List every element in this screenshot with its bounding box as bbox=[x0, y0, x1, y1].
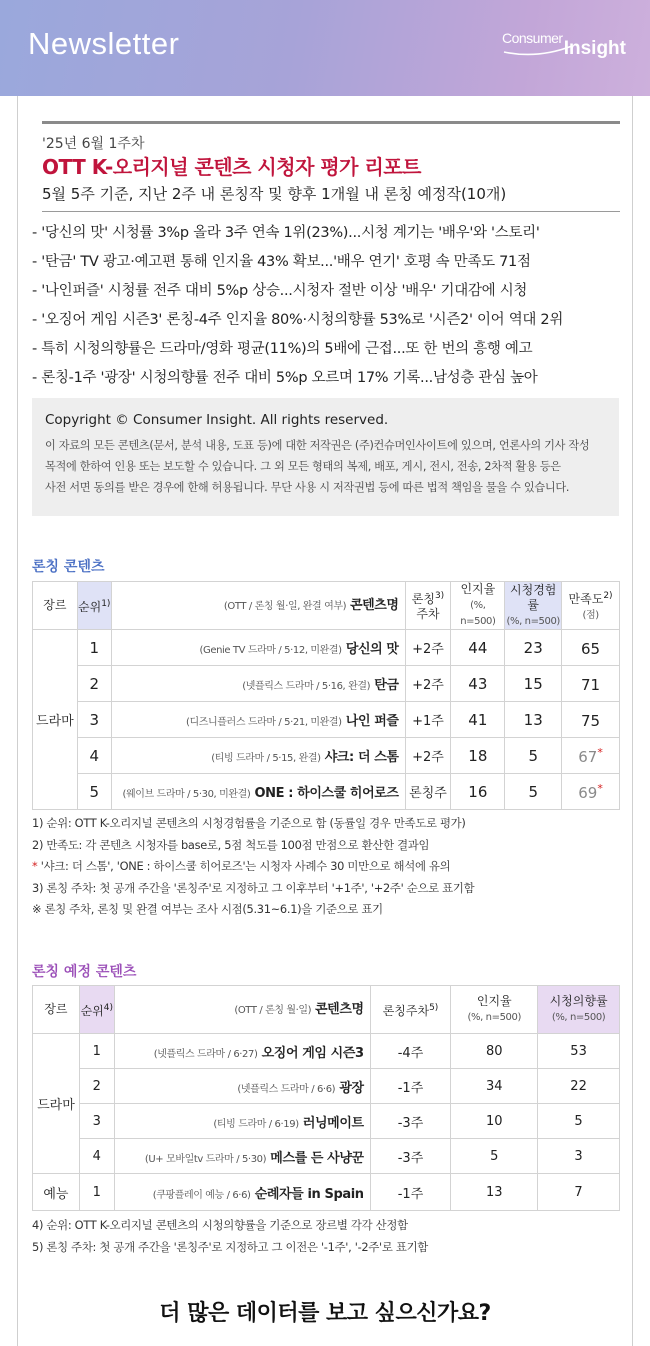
watch-intent-cell: 7 bbox=[538, 1174, 620, 1211]
summary-bullet: - '탄금' TV 광고·예고편 통해 인지율 43% 확보...'배우 연기' 호평 속 만족도 71점 bbox=[32, 254, 531, 270]
watch-intent-cell: 53 bbox=[538, 1034, 620, 1069]
week-cell: +2주 bbox=[405, 666, 451, 702]
upcoming-notes bbox=[32, 1217, 622, 1260]
col-watch-rate: 시청경험률 (%, n=500) bbox=[505, 582, 562, 630]
col-watch-intent: 시청의향률 (%, n=500) bbox=[538, 986, 620, 1034]
col-launch-week: 론칭주차$^{5)}$ bbox=[370, 986, 451, 1034]
footnote: 4) 순위: OTT K-오리지널 콘텐츠의 시청의향률을 기준으로 장르별 각각 산정함 bbox=[32, 1218, 408, 1232]
awareness-cell: 18 bbox=[451, 738, 505, 774]
col-content-name: (OTT / 론칭 월·일, 완결 여부) 콘텐츠명 bbox=[111, 582, 405, 630]
launched-table bbox=[32, 581, 620, 810]
satisfaction-cell: 75 bbox=[562, 702, 620, 738]
table-row bbox=[33, 1034, 620, 1069]
genre-cell: 예능 bbox=[33, 1174, 80, 1211]
logo-text-bottom: Insight bbox=[563, 38, 626, 59]
launched-section-title: 론칭 콘텐츠 bbox=[32, 559, 105, 575]
table-row bbox=[33, 666, 620, 702]
week-cell: -4주 bbox=[370, 1034, 451, 1069]
awareness-cell: 43 bbox=[451, 666, 505, 702]
content-name-cell: (티빙 드라마 / 6·19) 러닝메이트 bbox=[114, 1104, 370, 1139]
week-cell: -1주 bbox=[370, 1174, 451, 1211]
table-row bbox=[33, 774, 620, 810]
content-name-cell: (웨이브 드라마 / 5·30, 미완결) ONE : 하이스쿨 히어로즈 bbox=[111, 774, 405, 810]
copyright-box bbox=[32, 398, 619, 516]
report-subtitle: 5월 5주 기준, 지난 2주 내 론칭작 및 향후 1개월 내 론칭 예정작(10개) bbox=[42, 185, 507, 203]
genre-cell: 드라마 bbox=[33, 1034, 80, 1174]
rank-cell: 3 bbox=[79, 1104, 114, 1139]
watch-rate-cell: 15 bbox=[505, 666, 562, 702]
rank-cell: 5 bbox=[77, 774, 111, 810]
awareness-cell: 41 bbox=[451, 702, 505, 738]
week-cell: 론칭주 bbox=[405, 774, 451, 810]
col-content-name: (OTT / 론칭 월·일) 콘텐츠명 bbox=[114, 986, 370, 1034]
copyright-title: Copyright © Consumer Insight. All rights reserved. bbox=[45, 412, 389, 428]
table-row bbox=[33, 1104, 620, 1139]
newsletter-header bbox=[0, 0, 650, 96]
footnote: 2) 만족도: 각 콘텐츠 시청자를 base로, 5점 척도를 100점 만점으로 환산한 결과임 bbox=[32, 837, 430, 852]
footnote: 1) 순위: OTT K-오리지널 콘텐츠의 시청경험률을 기준으로 함 (동률일 경우 만족도로 평가) bbox=[32, 816, 466, 830]
rank-cell: 3 bbox=[77, 702, 111, 738]
content-name-cell: (넷플릭스 드라마 / 6·6) 광장 bbox=[114, 1069, 370, 1104]
awareness-cell: 80 bbox=[451, 1034, 538, 1069]
copyright-line: 목적에 한하여 인용 또는 보도할 수 있습니다. 그 외 모든 형태의 복제, 배포, 게시, 전시, 전송, 2차적 활용 등은 bbox=[45, 460, 561, 473]
summary-bullet: - '당신의 맛' 시청률 3%p 올라 3주 연속 1위(23%)...시청 계기는 '배우'와 '스토리' bbox=[32, 225, 540, 241]
table-row bbox=[33, 702, 620, 738]
asterisk-mark: * bbox=[32, 859, 38, 873]
col-launch-week: 론칭$^{3)}$ 주차 bbox=[405, 582, 451, 630]
week-cell: +2주 bbox=[405, 630, 451, 666]
rank-cell: 2 bbox=[77, 666, 111, 702]
awareness-cell: 44 bbox=[451, 630, 505, 666]
report-title: OTT K-오리지널 콘텐츠 시청자 평가 리포트 bbox=[42, 155, 421, 179]
rank-cell: 2 bbox=[79, 1069, 114, 1104]
summary-bullet: - '오징어 게임 시즌3' 론칭-4주 인지율 80%·시청의향률 53%로 '시즌2' 이어 역대 2위 bbox=[32, 312, 564, 328]
report-date: '25년 6월 1주차 bbox=[42, 136, 145, 152]
watch-rate-cell: 13 bbox=[505, 702, 562, 738]
watch-intent-cell: 22 bbox=[538, 1069, 620, 1104]
satisfaction-cell: 65 bbox=[562, 630, 620, 666]
awareness-cell: 10 bbox=[451, 1104, 538, 1139]
watch-rate-cell: 23 bbox=[505, 630, 562, 666]
summary-bullet: - 특히 시청의향률은 드라마/영화 평균(11%)의 5배에 근접...또 한 번의 흥행 예고 bbox=[32, 341, 533, 357]
satisfaction-cell: 69* bbox=[562, 774, 620, 810]
summary-bullets bbox=[32, 223, 622, 397]
table-header-row bbox=[33, 582, 620, 630]
awareness-cell: 5 bbox=[451, 1139, 538, 1174]
col-rank: 순위$^{4)}$ bbox=[79, 986, 114, 1034]
content-name-cell: (쿠팡플레이 예능 / 6·6) 순례자들 in Spain bbox=[114, 1174, 370, 1211]
consumer-insight-logo[interactable] bbox=[502, 30, 626, 66]
week-cell: -1주 bbox=[370, 1069, 451, 1104]
watch-intent-cell: 5 bbox=[538, 1104, 620, 1139]
divider-top bbox=[42, 121, 620, 124]
rank-cell: 4 bbox=[79, 1139, 114, 1174]
copyright-line: 이 자료의 모든 콘텐츠(문서, 분석 내용, 도표 등)에 대한 저작권은 (주)컨슈머인사이트에 있으며, 언론사의 기사 작성 bbox=[45, 439, 590, 452]
week-cell: +1주 bbox=[405, 702, 451, 738]
newsletter-title: Newsletter bbox=[28, 26, 180, 61]
footnote: 5) 론칭 주차: 첫 공개 주간을 '론칭주'로 지정하고 그 이전은 '-1주', '-2주'로 표기함 bbox=[32, 1239, 428, 1254]
col-rank: 순위$^{1)}$ bbox=[77, 582, 111, 630]
week-cell: -3주 bbox=[370, 1104, 451, 1139]
cta-heading[interactable]: 더 많은 데이터를 보고 싶으신가요? bbox=[159, 1301, 491, 1326]
rank-cell: 1 bbox=[79, 1034, 114, 1069]
copyright-line: 사전 서면 동의를 받은 경우에 한해 허용됩니다. 무단 사용 시 저작권법 등에 따른 법적 책임을 물을 수 있습니다. bbox=[45, 481, 570, 494]
col-awareness: 인지율 (%, n=500) bbox=[451, 582, 505, 630]
content-name-cell: (Genie TV 드라마 / 5·12, 미완결) 당신의 맛 bbox=[111, 630, 405, 666]
footnote: ※ 론칭 주차, 론칭 및 완결 여부는 조사 시점(5.31~6.1)을 기준으로 표기 bbox=[32, 902, 383, 916]
upcoming-section-title: 론칭 예정 콘텐츠 bbox=[32, 964, 137, 980]
footnote: * '샤크: 더 스톰', 'ONE : 하이스쿨 히어로즈'는 시청자 사례수 30 미만으로 해석에 유의 bbox=[32, 859, 451, 873]
week-cell: +2주 bbox=[405, 738, 451, 774]
satisfaction-cell: 71 bbox=[562, 666, 620, 702]
content-name-cell: (티빙 드라마 / 5·15, 완결) 샤크: 더 스톰 bbox=[111, 738, 405, 774]
content-name-cell: (넷플릭스 드라마 / 5·16, 완결) 탄금 bbox=[111, 666, 405, 702]
rank-cell: 1 bbox=[79, 1174, 114, 1211]
table-row bbox=[33, 1174, 620, 1211]
logo-text-top: Consumer bbox=[502, 30, 563, 46]
table-row bbox=[33, 630, 620, 666]
rank-cell: 4 bbox=[77, 738, 111, 774]
content-name-cell: (디즈니플러스 드라마 / 5·21, 미완결) 나인 퍼즐 bbox=[111, 702, 405, 738]
summary-bullet: - '나인퍼즐' 시청률 전주 대비 5%p 상승...시청자 절반 이상 '배우' 기대감에 시청 bbox=[32, 283, 528, 299]
content-name-cell: (U+ 모바일tv 드라마 / 5·30) 메스를 든 사냥꾼 bbox=[114, 1139, 370, 1174]
col-awareness: 인지율 (%, n=500) bbox=[451, 986, 538, 1034]
table-row bbox=[33, 1069, 620, 1104]
content-name-cell: (넷플릭스 드라마 / 6·27) 오징어 게임 시즌3 bbox=[114, 1034, 370, 1069]
watch-intent-cell: 3 bbox=[538, 1139, 620, 1174]
satisfaction-cell: 67* bbox=[562, 738, 620, 774]
table-row bbox=[33, 738, 620, 774]
week-cell: -3주 bbox=[370, 1139, 451, 1174]
table-row bbox=[33, 1139, 620, 1174]
report-heading bbox=[42, 121, 620, 203]
watch-rate-cell: 5 bbox=[505, 774, 562, 810]
awareness-cell: 13 bbox=[451, 1174, 538, 1211]
awareness-cell: 16 bbox=[451, 774, 505, 810]
awareness-cell: 34 bbox=[451, 1069, 538, 1104]
launched-notes bbox=[32, 815, 622, 923]
watch-rate-cell: 5 bbox=[505, 738, 562, 774]
col-genre: 장르 bbox=[33, 582, 78, 630]
rank-cell: 1 bbox=[77, 630, 111, 666]
upcoming-table bbox=[32, 985, 620, 1211]
genre-cell: 드라마 bbox=[33, 630, 78, 810]
divider-bottom bbox=[42, 211, 620, 212]
col-genre: 장르 bbox=[33, 986, 80, 1034]
summary-bullet: - 론칭-1주 '광장' 시청의향률 전주 대비 5%p 오르며 17% 기록...남성층 관심 높아 bbox=[32, 370, 538, 386]
col-satisfaction: 만족도$^{2)}$ (점) bbox=[562, 582, 620, 630]
footnote: 3) 론칭 주차: 첫 공개 주간을 '론칭주'로 지정하고 그 이후부터 '+1주', '+2주' 순으로 표기함 bbox=[32, 880, 475, 895]
table-header-row bbox=[33, 986, 620, 1034]
